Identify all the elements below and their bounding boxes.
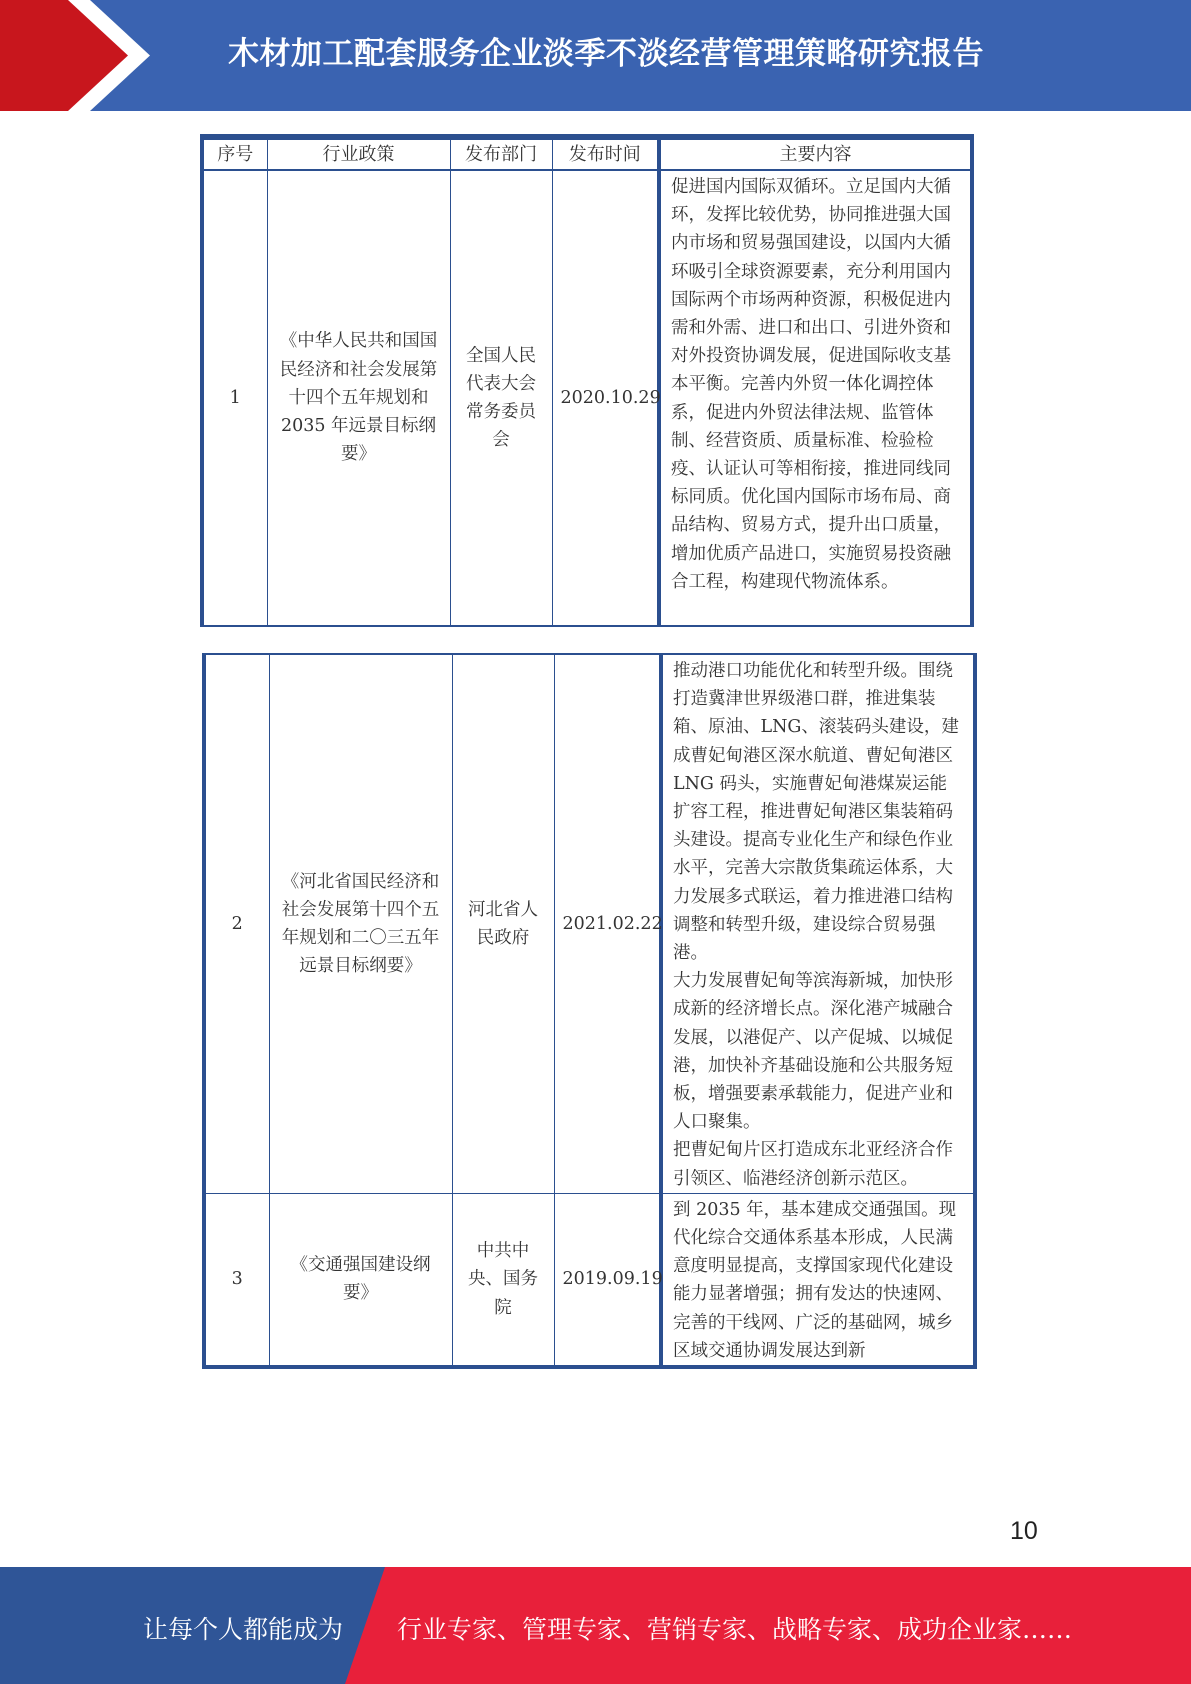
row-2-content-para-1: 推动港口功能优化和转型升级。围绕打造冀津世界级港口群，推进集装箱、原油、LNG、滚装码头建设，建成曹妃甸港区深水航道、曹妃甸港区 LNG 码头，实施曹妃甸港煤炭运能扩容工程，推进曹妃甸港区集装箱码头建设。提高专业化生产和绿色作业水平，完善大宗散货集疏运体系，大力发展多式联运，着力推进港口结构调整和转型升级，建设综合贸易强港。 (673, 661, 959, 964)
row-3-content-para: 到 2035 年，基本建成交通强国。现代化综合交通体系基本形成，人民满意度明显提高，支撑国家现代化建设能力显著增强；拥有发达的快速网、完善的干线网、广泛的基础网，城乡区域交通协调发展达到新 (673, 1199, 957, 1361)
row-1-content-para: 促进国内国际双循环。立足国内大循环，发挥比较优势，协同推进强大国内市场和贸易强国建设，以国内大循环吸引全球资源要素，充分利用国内国际两个市场两种资源，积极促进内需和外需、进口和出口、引进外资和对外投资协调发展，促进国际收支基本平衡。完善内外贸一体化调控体系，促进内外贸法律法规、监管体制、经营资质、质量标准、检验检疫、认证认可等相衔接，推进同线同标同质。优化国内国际市场布局、商品结构、贸易方式，提升出口质量，增加优质产品进口，实施贸易投资融合工程，构建现代物流体系。 (671, 177, 951, 592)
row-1-policy: 《中华人民共和国国民经济和社会发展第十四个五年规划和 2035 年远景目标纲要》 (267, 170, 450, 626)
header-content: 主要内容 (659, 137, 972, 170)
row-2-policy: 《河北省国民经济和社会发展第十四个五年规划和二〇三五年远景目标纲要》 (269, 654, 452, 1193)
table-row (204, 654, 975, 1193)
row-3-content (661, 1193, 975, 1367)
table-row (202, 170, 972, 626)
row-2-no: 2 (204, 654, 269, 1193)
header-date: 发布时间 (552, 137, 659, 170)
row-2-date: 2021.02.22 (554, 654, 661, 1193)
header-no: 序号 (202, 137, 267, 170)
table-header-row (202, 137, 972, 170)
header-policy: 行业政策 (267, 137, 450, 170)
report-title: 木材加工配套服务企业淡季不淡经营管理策略研究报告 (228, 36, 984, 72)
row-3-date: 2019.09.19 (554, 1193, 661, 1367)
page-header (0, 0, 1191, 111)
table-row (204, 1193, 975, 1367)
row-2-content (661, 654, 975, 1193)
row-3-no: 3 (204, 1193, 269, 1367)
policy-table-part-2 (202, 653, 977, 1369)
footer-slogan-right: 行业专家、管理专家、营销专家、战略专家、成功企业家…… (397, 1615, 1073, 1644)
page-number: 10 (1010, 1517, 1038, 1545)
footer-slogan-left: 让每个人都能成为 (143, 1615, 344, 1644)
header-department: 发布部门 (450, 137, 552, 170)
row-2-content-para-3: 把曹妃甸片区打造成东北亚经济合作引领区、临港经济创新示范区。 (673, 1140, 953, 1189)
row-2-department: 河北省人民政府 (452, 654, 554, 1193)
row-1-date: 2020.10.29 (552, 170, 659, 626)
row-3-policy: 《交通强国建设纲要》 (269, 1193, 452, 1367)
row-1-content (659, 170, 972, 626)
row-1-no: 1 (202, 170, 267, 626)
header-chevron-decoration (0, 0, 160, 111)
row-2-content-para-2: 大力发展曹妃甸等滨海新城，加快形成新的经济增长点。深化港产城融合发展，以港促产、以产促城、以城促港，加快补齐基础设施和公共服务短板，增强要素承载能力，促进产业和人口聚集。 (673, 971, 953, 1133)
row-1-department: 全国人民代表大会常务委员会 (450, 170, 552, 626)
page-footer (0, 1567, 1191, 1684)
policy-table-part-1 (200, 134, 974, 627)
row-3-department: 中共中央、国务院 (452, 1193, 554, 1367)
